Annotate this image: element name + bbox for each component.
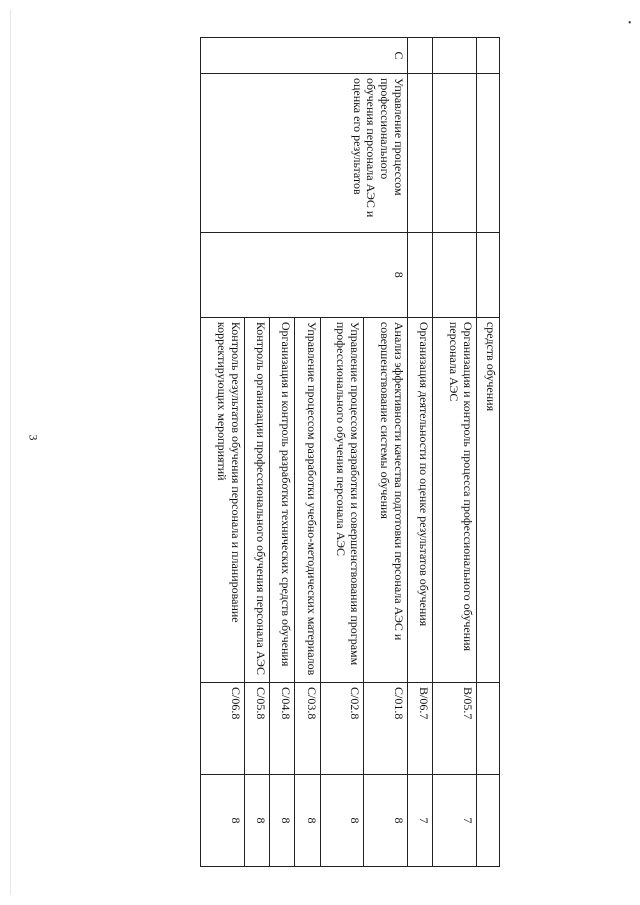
function-label: Контроль результатов обучения персонала и планирование корректирующих мероприятий [201, 317, 245, 682]
function-code: C/02.8 [320, 683, 364, 775]
functions-table [200, 37, 500, 867]
function-level: 8 [320, 775, 364, 867]
empty-cell [477, 683, 500, 775]
function-code: B/05.7 [433, 683, 477, 775]
function-code: C/05.8 [244, 683, 269, 775]
function-label: Управление процессом разработки и совершенствования программ профессионального обучения персонала АЭС [320, 317, 364, 682]
empty-cell [408, 73, 433, 232]
function-code: C/04.8 [270, 683, 295, 775]
empty-cell [477, 775, 500, 867]
function-level: 8 [364, 775, 408, 867]
function-code: C/03.8 [295, 683, 320, 775]
table-row [408, 38, 433, 867]
empty-cell [477, 232, 500, 317]
function-level: 8 [270, 775, 295, 867]
function-label: Анализ эффективности качества подготовки персонала АЭС и совершенствование системы обучения [364, 317, 408, 682]
function-label: Управление процессом разработки учебно-методических материалов [295, 317, 320, 682]
empty-cell [433, 73, 477, 232]
group-name: Управление процессом профессионального обучения персонала АЭС и оценка его результатов [201, 73, 408, 232]
function-code: C/06.8 [201, 683, 245, 775]
function-level: 8 [244, 775, 269, 867]
function-level: 8 [201, 775, 245, 867]
group-level: 8 [201, 232, 408, 317]
empty-cell [433, 38, 477, 74]
function-label: Организация деятельности по оценке результатов обучения [408, 317, 433, 682]
group-code: C [201, 38, 408, 74]
empty-cell [433, 232, 477, 317]
function-level: 7 [408, 775, 433, 867]
function-label: средств обучения [477, 317, 500, 682]
function-level: 8 [295, 775, 320, 867]
function-level: 7 [433, 775, 477, 867]
table-row [433, 38, 477, 867]
function-code: C/01.8 [364, 683, 408, 775]
scan-dot: • [628, 18, 632, 29]
table-row [364, 38, 408, 867]
empty-cell [408, 232, 433, 317]
scan-edge-mark [10, 10, 11, 895]
rotated-table-sheet [200, 37, 500, 867]
page-number: 3 [26, 434, 41, 441]
empty-cell [408, 38, 433, 74]
function-code: B/06.7 [408, 683, 433, 775]
function-label: Организация и контроль процесса профессионального обучения персонала АЭС [433, 317, 477, 682]
function-label: Контроль организации профессионального обучения персонала АЭС [244, 317, 269, 682]
empty-cell [477, 73, 500, 232]
table-row [477, 38, 500, 867]
empty-cell [477, 38, 500, 74]
function-label: Организация и контроль разработки технических средств обучения [270, 317, 295, 682]
